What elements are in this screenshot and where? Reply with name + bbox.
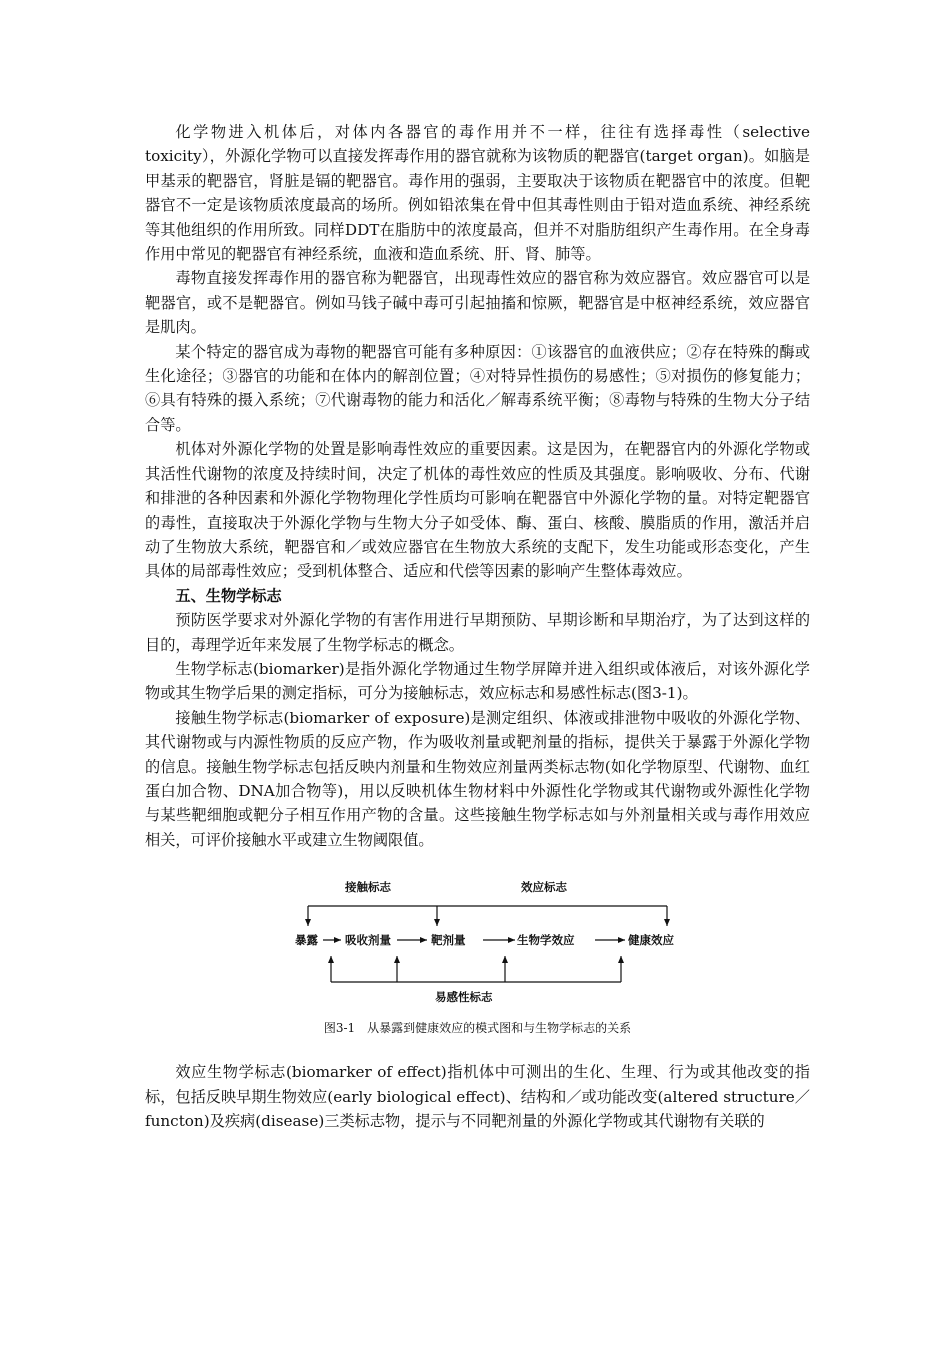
paragraph-effect-biomarker: 效应生物学标志(biomarker of effect)指机体中可测出的生化、生理、行为或其他改变的指标，包括反映早期生物效应(early biological effect)、结构和／或功能改变(altered structure／functon)及疾病(disease)三类标志物，提示与不同靶剂量的外源化学物或其代谢物有关联的 xyxy=(145,1063,810,1130)
chain-biological-effect: 生物学效应 xyxy=(517,933,575,948)
chain-target-dose: 靶剂量 xyxy=(431,933,466,948)
paragraph-biomarker-definition: 生物学标志(biomarker)是指外源化学物通过生物学屏障并进入组织或体液后，对该外源化学物或其生物学后果的测定指标，可分为接触标志，效应标志和易感性标志(图3-1)。 xyxy=(145,659,810,703)
paragraph-disposition: 机体对外源化学物的处置是影响毒性效应的重要因素。这是因为，在靶器官内的外源化学物或其活性代谢物的浓度及持续时间，决定了机体的毒性效应的性质及其强度。影响吸收、分布、代谢和排泄的各种因素和外源化学物物理化学性质均可影响在靶器官中外源化学物的量。对特定靶器官的毒性，直接取决于外源化学物与生物大分子如受体、酶、蛋白、核酸、膜脂质的作用，激活并启动了生物放大系统，靶器官和／或效应器官在生物放大系统的支配下，发生功能或形态变化，产生具体的局部毒性效应；受到机体整合、适应和代偿等因素的影响产生整体毒效应。 xyxy=(145,440,810,581)
chain-health-effect: 健康效应 xyxy=(628,933,674,948)
label-exposure-marker: 接触标志 xyxy=(345,880,391,895)
paragraph-exposure-biomarker: 接触生物学标志(biomarker of exposure)是测定组织、体液或排泄物中吸收的外源化学物、其代谢物或与内源性物质的反应产物，作为吸收剂量或靶剂量的指标，提供关于暴露于外源化学物的信息。接触生物学标志包括反映内剂量和生物效应剂量两类标志物(如化学物原型、代谢物、血红蛋白加合物、DNA加合物等)，用以反映机体生物材料中外源性化学物或其代谢物或外源性化学物与某些靶细胞或靶分子相互作用产物的含量。这些接触生物学标志如与外剂量相关或与毒作用效应相关，可评价接触水平或建立生物阈限值。 xyxy=(145,708,810,849)
paragraph-target-organ: 化学物进入机体后，对体内各器官的毒作用并不一样，往往有选择毒性（selective toxicity），外源化学物可以直接发挥毒作用的器官就称为该物质的靶器官(target organ)。如脑是甲基汞的靶器官，肾脏是镉的靶器官。毒作用的强弱，主要取决于该物质在靶器官中的浓度。但靶器官不一定是该物质浓度最高的场所。例如铅浓集在骨中但其毒性则由于铅对造血系统、神经系统等其他组织的作用所致。同样DDT在脂肪中的浓度最高，但并不对脂肪组织产生毒作用。在全身毒作用中常见的靶器官有神经系统，血液和造血系统、肝、肾、肺等。 xyxy=(145,123,810,264)
figure-3-1 xyxy=(145,872,810,1036)
label-susceptibility-marker: 易感性标志 xyxy=(435,990,493,1005)
label-effect-marker: 效应标志 xyxy=(521,880,567,895)
document-page xyxy=(145,120,810,1133)
paragraph-prevention: 预防医学要求对外源化学物的有害作用进行早期预防、早期诊断和早期治疗，为了达到这样的目的，毒理学近年来发展了生物学标志的概念。 xyxy=(145,611,810,654)
figure-caption: 图3-1 从暴露到健康效应的模式图和与生物学标志的关系 xyxy=(323,1021,632,1036)
chain-absorbed-dose: 吸收剂量 xyxy=(345,933,391,948)
chain-exposure: 暴露 xyxy=(295,933,318,948)
paragraph-effect-organ: 毒物直接发挥毒作用的器官称为靶器官，出现毒性效应的器官称为效应器官。效应器官可以是靶器官，或不是靶器官。例如马钱子碱中毒可引起抽搐和惊厥，靶器官是中枢神经系统，效应器官是肌肉。 xyxy=(145,269,810,337)
section-heading: 五、生物学标志 xyxy=(175,586,282,605)
paragraph-target-organ-reasons: 某个特定的器官成为毒物的靶器官可能有多种原因：①该器官的血液供应；②存在特殊的酶或生化途径；③器官的功能和在体内的解剖位置；④对特异性损伤的易感性；⑤对损伤的修复能力；⑥具有特殊的摄入系统；⑦代谢毒物的能力和活化／解毒系统平衡；⑧毒物与特殊的生物大分子结合等。 xyxy=(145,342,810,434)
